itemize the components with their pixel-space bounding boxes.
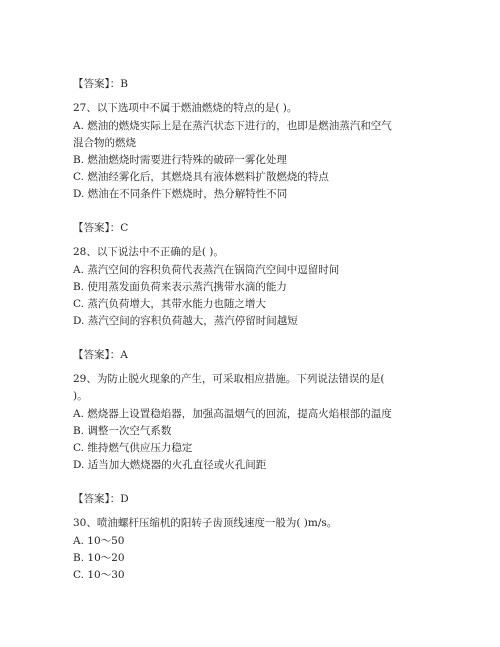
q27-option-d: D. 燃油在不同条件下燃烧时，热分解特性不同 [73, 188, 288, 200]
question-27: 27、以下选项中不属于燃油燃烧的特点的是( )。 [73, 102, 298, 114]
q30-option-a: A. 10～50 [73, 535, 125, 547]
q28-option-c: C. 蒸汽负荷增大，其带水能力也随之增大 [73, 298, 266, 310]
q30-option-b: B. 10～20 [73, 552, 125, 564]
q27-option-c: C. 燃油经雾化后，其燃烧具有液体燃料扩散燃烧的特点 [73, 171, 329, 183]
q30-option-c: C. 10～30 [73, 569, 125, 581]
q27-option-b: B. 燃油燃烧时需要进行特殊的破碎一雾化处理 [73, 154, 287, 166]
q29-option-a: A. 燃烧器上设置稳焰器，加强高温烟气的回流，提高火焰根部的温度 [73, 408, 392, 420]
question-29: 29、为防止脱火现象的产生，可采取相应措施。下列说法错误的是( [73, 373, 385, 385]
question-28: 28、以下说法中不正确的是( )。 [73, 246, 224, 258]
q28-option-a: A. 蒸汽空间的容积负荷代表蒸汽在锅筒汽空间中逗留时间 [73, 264, 340, 276]
answer-label: 【答案】：C [73, 222, 129, 234]
answer-label: 【答案】：D [73, 493, 129, 505]
q28-option-d: D. 蒸汽空间的容积负荷越大，蒸汽停留时间越短 [73, 315, 298, 327]
q29-option-d: D. 适当加大燃烧器的火孔直径或火孔间距 [73, 459, 267, 471]
q27-option-a: A. 燃油的燃烧实际上是在蒸汽状态下进行的，也即是燃油蒸汽和空气 [73, 120, 392, 132]
answer-label: 【答案】：B [73, 78, 128, 90]
question-30: 30、喷油螺杆压缩机的阳转子齿顶线速度一般为( )m/s。 [73, 517, 338, 529]
q28-option-b: B. 使用蒸发面负荷来表示蒸汽携带水滴的能力 [73, 281, 287, 293]
q27-option-a-cont: 混合物的燃烧 [73, 137, 136, 149]
question-29-cont: )。 [73, 390, 88, 402]
q29-option-c: C. 维持燃气供应压力稳定 [73, 442, 193, 454]
answer-label: 【答案】：A [73, 349, 128, 361]
q29-option-b: B. 调整一次空气系数 [73, 425, 172, 437]
